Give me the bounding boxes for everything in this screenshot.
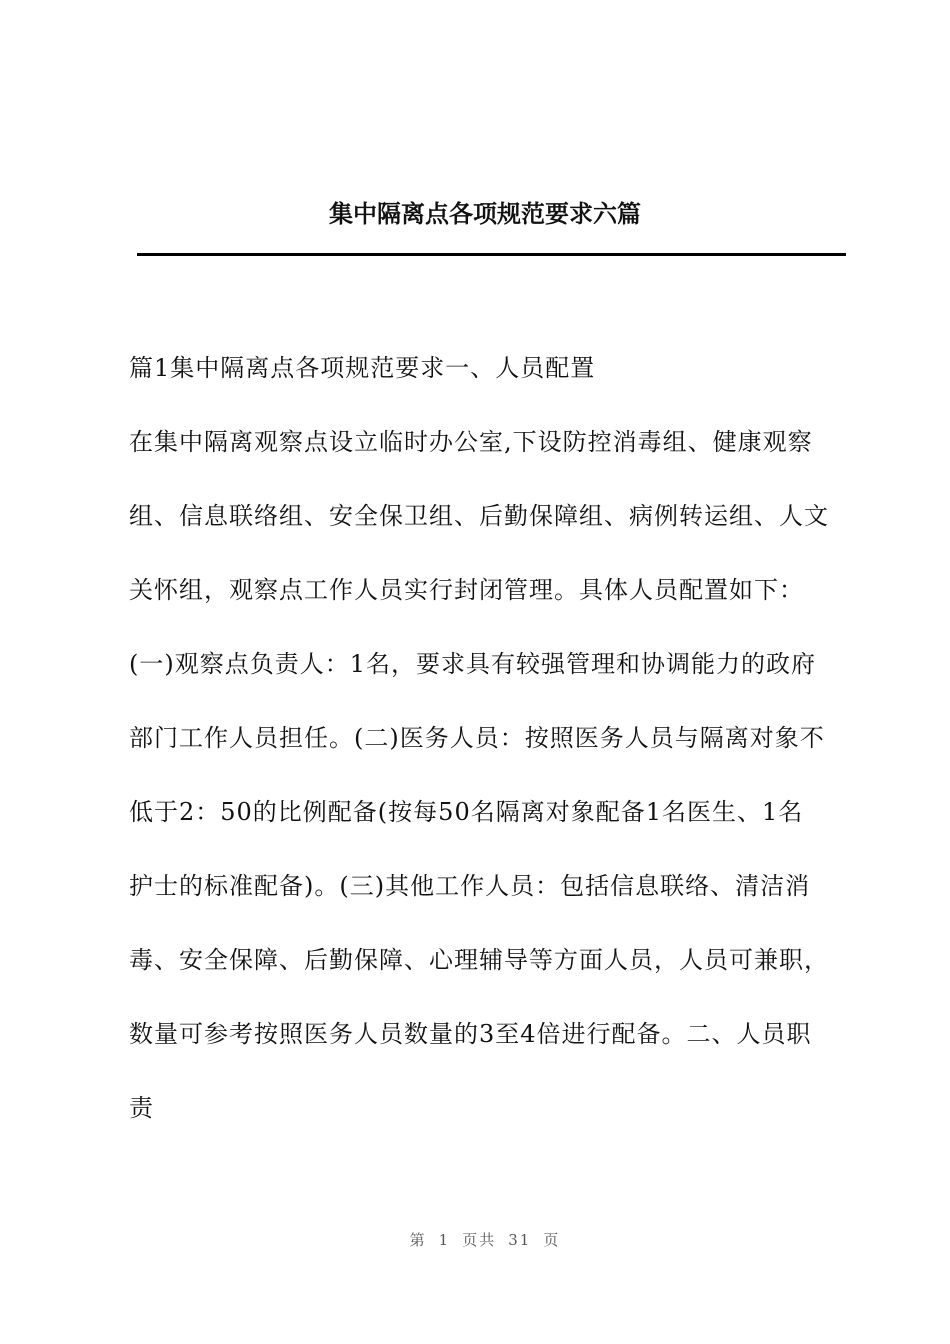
footer-suffix: 页	[543, 1231, 561, 1249]
body-line: 关怀组，观察点工作人员实行封闭管理。具体人员配置如下：	[129, 576, 804, 604]
footer-total-pages: 31	[508, 1231, 532, 1249]
body-line: 毒、安全保障、后勤保障、心理辅导等方面人员，人员可兼职，	[129, 946, 829, 974]
body-line: 组、信息联络组、安全保卫组、后勤保障组、病例转运组、人文	[129, 502, 829, 530]
body-line: (一)观察点负责人：1名，要求具有较强管理和协调能力的政府	[129, 650, 816, 678]
title-underline	[137, 253, 846, 256]
page-footer	[0, 1229, 950, 1250]
document-body	[129, 331, 844, 1145]
document-title: 集中隔离点各项规范要求六篇	[329, 199, 641, 228]
footer-prefix: 第	[409, 1231, 427, 1249]
footer-page-number: 1	[438, 1231, 451, 1249]
body-line: 篇1集中隔离点各项规范要求一、人员配置	[129, 354, 596, 382]
body-line: 护士的标准配备)。(三)其他工作人员：包括信息联络、清洁消	[129, 872, 811, 900]
body-line: 数量可参考按照医务人员数量的3至4倍进行配备。二、人员职	[129, 1020, 812, 1048]
body-line: 责	[129, 1094, 154, 1122]
body-line: 低于2：50的比例配备(按每50名隔离对象配备1名医生、1名	[129, 798, 804, 826]
body-line: 在集中隔离观察点设立临时办公室,下设防控消毒组、健康观察	[129, 428, 813, 456]
footer-middle: 页共	[462, 1231, 497, 1249]
body-line: 部门工作人员担任。(二)医务人员：按照医务人员与隔离对象不	[129, 724, 825, 752]
